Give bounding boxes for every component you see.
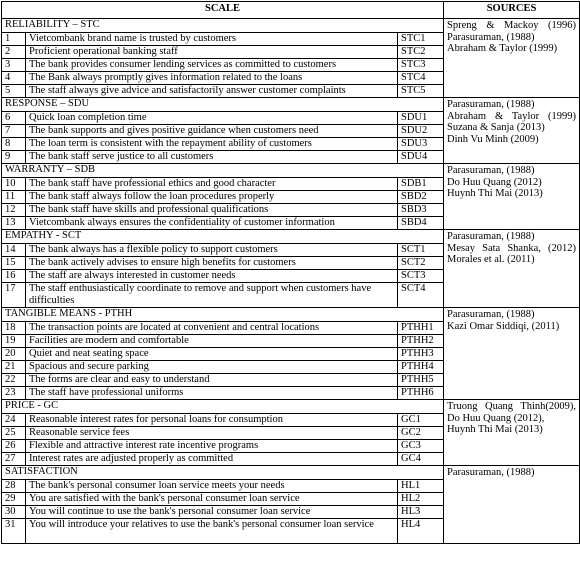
source-reference: Do Huu Quang (2012), [447, 412, 545, 424]
item-number: 12 [2, 204, 26, 217]
source-reference: Huynh Thi Mai (2013) [447, 424, 543, 436]
item-code: GC4 [398, 453, 444, 466]
item-statement: The bank always has a flexible policy to support customers [26, 244, 398, 257]
item-statement: Facilities are modern and comfortable [26, 335, 398, 348]
item-statement: Vietcombank brand name is trusted by customers [26, 33, 398, 46]
item-statement: Quick loan completion time [26, 112, 398, 125]
scale-header: SCALE [2, 2, 444, 19]
item-number: 4 [2, 72, 26, 85]
item-statement: The bank provides consumer lending services as committed to customers [26, 59, 398, 72]
source-reference: Parasuraman, (1988) [447, 231, 535, 242]
section-header-row [2, 98, 580, 112]
item-number: 20 [2, 348, 26, 361]
section-header-row [2, 308, 580, 322]
scale-table [1, 1, 580, 544]
item-code: SDU4 [398, 151, 444, 164]
item-statement: Spacious and secure parking [26, 361, 398, 374]
sources-cell [444, 230, 580, 308]
source-reference: Parasuraman, (1988) [447, 467, 535, 478]
item-number: 13 [2, 217, 26, 230]
item-code: GC2 [398, 427, 444, 440]
section-title: PRICE - GC [2, 400, 444, 414]
section-title: RELIABILITY – STC [2, 19, 444, 33]
item-code: GC1 [398, 414, 444, 427]
section-title: TANGIBLE MEANS - PTHH [2, 308, 444, 322]
source-reference: Parasuraman, (1988) [447, 165, 535, 176]
source-reference: Kazi Omar Siddiqi, (2011) [447, 320, 560, 332]
section-header-row [2, 400, 580, 414]
item-statement: The bank supports and gives positive guidance when customers need [26, 125, 398, 138]
source-reference: Dinh Vu Minh (2009) [447, 133, 539, 145]
item-statement: The staff always give advice and satisfactorily answer customer complaints [26, 85, 398, 98]
item-statement: The staff have professional uniforms [26, 387, 398, 400]
source-reference: Do Huu Quang (2012) [447, 176, 542, 188]
item-number: 16 [2, 270, 26, 283]
item-statement: The bank staff have skills and professional qualifications [26, 204, 398, 217]
item-statement: Vietcombank always ensures the confidentiality of customer information [26, 217, 398, 230]
item-code: PTHH4 [398, 361, 444, 374]
section-header-row [2, 19, 580, 33]
item-statement: The bank staff always follow the loan procedures properly [26, 191, 398, 204]
item-code: PTHH2 [398, 335, 444, 348]
item-code: SDU2 [398, 125, 444, 138]
item-statement: You will introduce your relatives to use the bank's personal consumer loan service [26, 519, 398, 544]
source-reference: Truong Quang Thinh(2009), [447, 401, 577, 412]
item-number: 25 [2, 427, 26, 440]
item-number: 6 [2, 112, 26, 125]
item-number: 28 [2, 480, 26, 493]
item-number: 14 [2, 244, 26, 257]
item-code: HL3 [398, 506, 444, 519]
item-number: 2 [2, 46, 26, 59]
item-statement: The bank's personal consumer loan service meets your needs [26, 480, 398, 493]
item-number: 26 [2, 440, 26, 453]
section-title: WARRANTY – SDB [2, 164, 444, 178]
sources-cell [444, 19, 580, 98]
sources-header: SOURCES [444, 2, 580, 19]
item-code: STC2 [398, 46, 444, 59]
item-statement: The transaction points are located at convenient and central locations [26, 322, 398, 335]
section-header-row [2, 230, 580, 244]
item-number: 11 [2, 191, 26, 204]
item-number: 31 [2, 519, 26, 544]
item-code: SDU1 [398, 112, 444, 125]
item-code: SDU3 [398, 138, 444, 151]
source-reference: Parasuraman, (1988) [447, 309, 535, 320]
item-statement: You are satisfied with the bank's personal consumer loan service [26, 493, 398, 506]
item-number: 17 [2, 283, 26, 308]
item-statement: The bank staff have professional ethics and good character [26, 178, 398, 191]
item-code: PTHH6 [398, 387, 444, 400]
item-number: 9 [2, 151, 26, 164]
item-number: 3 [2, 59, 26, 72]
item-code: PTHH1 [398, 322, 444, 335]
item-statement: Reasonable service fees [26, 427, 398, 440]
item-code: SCT3 [398, 270, 444, 283]
source-reference: Abraham & Taylor (1999) [447, 43, 558, 55]
source-reference: Huynh Thi Mai (2013) [447, 188, 543, 200]
item-number: 23 [2, 387, 26, 400]
source-reference: Spreng & Mackoy (1996) [447, 20, 577, 31]
item-code: SCT2 [398, 257, 444, 270]
section-title: EMPATHY - SCT [2, 230, 444, 244]
sources-cell [444, 308, 580, 400]
item-number: 19 [2, 335, 26, 348]
item-statement: The Bank always promptly gives information related to the loans [26, 72, 398, 85]
source-reference: Parasuraman, (1988) [447, 31, 535, 43]
item-code: STC4 [398, 72, 444, 85]
item-statement: The loan term is consistent with the repayment ability of customers [26, 138, 398, 151]
item-statement: Interest rates are adjusted properly as committed [26, 453, 398, 466]
item-code: PTHH5 [398, 374, 444, 387]
item-code: SBD3 [398, 204, 444, 217]
item-statement: You will continue to use the bank's personal consumer loan service [26, 506, 398, 519]
item-statement: The staff enthusiastically coordinate to remove and support when customers have difficulties [26, 283, 398, 308]
item-number: 8 [2, 138, 26, 151]
item-statement: Flexible and attractive interest rate incentive programs [26, 440, 398, 453]
item-code: SCT4 [398, 283, 444, 308]
item-code: STC1 [398, 33, 444, 46]
item-statement: The forms are clear and easy to understand [26, 374, 398, 387]
item-number: 27 [2, 453, 26, 466]
item-number: 7 [2, 125, 26, 138]
section-title: RESPONSE – SDU [2, 98, 444, 112]
section-header-row [2, 466, 580, 480]
source-reference: Parasuraman, (1988) [447, 99, 535, 110]
item-number: 21 [2, 361, 26, 374]
item-number: 5 [2, 85, 26, 98]
item-statement: Reasonable interest rates for personal loans for consumption [26, 414, 398, 427]
section-title: SATISFACTION [2, 466, 444, 480]
item-code: PTHH3 [398, 348, 444, 361]
item-statement: The staff are always interested in customer needs [26, 270, 398, 283]
item-number: 30 [2, 506, 26, 519]
sources-cell [444, 466, 580, 544]
source-reference: Abraham & Taylor (1999) [447, 110, 577, 122]
item-number: 24 [2, 414, 26, 427]
item-statement: Quiet and neat seating space [26, 348, 398, 361]
item-statement: Proficient operational banking staff [26, 46, 398, 59]
item-code: STC5 [398, 85, 444, 98]
item-code: HL2 [398, 493, 444, 506]
item-code: SDB1 [398, 178, 444, 191]
item-number: 1 [2, 33, 26, 46]
item-code: SBD4 [398, 217, 444, 230]
item-code: HL4 [398, 519, 444, 544]
item-statement: The bank actively advises to ensure high benefits for customers [26, 257, 398, 270]
section-header-row [2, 164, 580, 178]
item-code: SCT1 [398, 244, 444, 257]
item-code: HL1 [398, 480, 444, 493]
sources-cell [444, 164, 580, 230]
item-code: STC3 [398, 59, 444, 72]
item-number: 22 [2, 374, 26, 387]
item-code: GC3 [398, 440, 444, 453]
item-number: 29 [2, 493, 26, 506]
source-reference: Suzana & Sanja (2013) [447, 122, 545, 134]
table-body [2, 19, 580, 544]
sources-cell [444, 400, 580, 466]
sources-cell [444, 98, 580, 164]
item-number: 15 [2, 257, 26, 270]
source-reference: Mesay Sata Shanka, (2012) [447, 242, 577, 254]
item-number: 10 [2, 178, 26, 191]
source-reference: Morales et al. (2011) [447, 254, 535, 266]
item-number: 18 [2, 322, 26, 335]
item-statement: The bank staff serve justice to all customers [26, 151, 398, 164]
item-code: SBD2 [398, 191, 444, 204]
